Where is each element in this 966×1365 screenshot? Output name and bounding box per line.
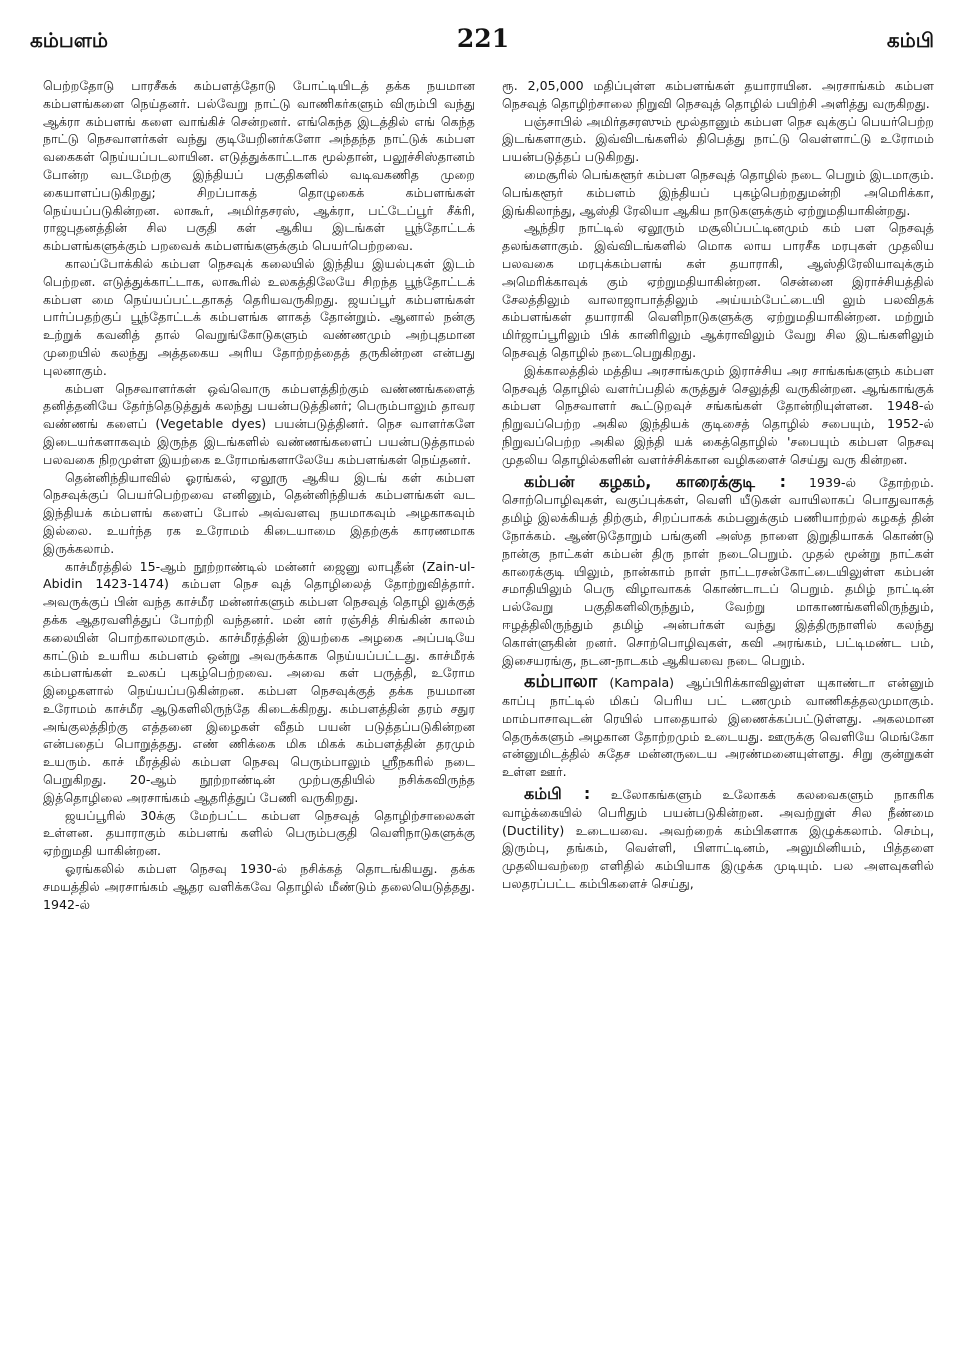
entry-title: கம்பி :	[524, 784, 591, 804]
page-number: 221	[456, 24, 510, 53]
paragraph: காச்மீரத்தில் 15-ஆம் நூற்றாண்டில் மன்னர் ஜைனு லாபுதீன் (Zain-ul-Abidin 1423-1474) கம்பள நெச வுத் தொழிலைத் தோற்றுவித்தார். அவருக்குப் பின் வந்த காச்மீர மன்னர்களும் கம்பள நெசவுத் தொழி லுக்குத் தக்க ஆதரவளித்துப் போற்றி வந்தனர். மன் னர் ரஞ்சித் சிங்கின் காலம் கலையின் பொற்காலமாகும். காச்மீரத்தின் இயற்கை அழகை அப்படியே காட்டும் உயரிய கம்பளம் ஒன்று அவருக்காக நெய்யப்பட்டது. காச்மீரக் கம்பளங்கள் உலகப் புகழ்பெற்றவை. அவை கள் பருத்தி, உரோம இழைகளால் நெய்யப்படுகின்றன. கம்பள நெசவுக்குத் தக்க நயமான உரோமம் காச்மீர ஆடுகளிலிருந்தே கிடைக்கிறது. கம்பளத்தின் தரம் சதுர அங்குலத்திற்கு எத்தனை இழைகள் வீதம் பயன் படுத்தப்படுகின்றன என்பதைப் பொறுத்தது. எண் ணிக்கை மிக மிகக் கம்பளத்தின் தரமும் உயரும். காச் மீரத்தில் கம்பள நெசவு பெரும்பாலும் ஸ்ரீநகரில் நடை பெறுகிறது. 20-ஆம் நூற்றாண்டின் முற்பகுதியில் நசிக்கவிருந்த இத்தொழிலை அரசாங்கம் ஆதரித்துப் பேணி வருகிறது.	[43, 558, 475, 805]
paragraph: தென்னிந்தியாவில் ஓரங்கல், ஏலூரு ஆகிய இடங் கள் கம்பள நெசவுக்குப் பெயர்பெற்றவை எனினும், தென்னிந்தியக் கம்பளங்கள் வட இந்தியக் கம்பளங் களைப் போல் அவ்வளவு நயமாகவும் அழகாகவும் இல்லை. உயர்ந்த ரக உரோமம் கிடையாமை இதற்குக் காரணமாக இருக்கலாம்.	[43, 469, 475, 556]
paragraph: மைசூரில் பெங்களூர் கம்பள நெசவுத் தொழில் நடை பெறும் இடமாகும். பெங்களூர் கம்பளம் இந்தியப் புகழ்பெற்றதுமன்றி அமெரிக்கா, இங்கிலாந்து, ஆஸ்தி ரேலியா ஆகிய நாடுகளுக்கும் ஏற்றுமதியாகின்றது.	[502, 166, 934, 218]
entry-kampala	[502, 673, 934, 781]
paragraph: ஓரங்கலில் கம்பள நெசவு 1930-ல் நசிக்கத் தொடங்கியது. தக்க சமயத்தில் அரசாங்கம் ஆதர வளிக்கவே தொழில் மீண்டும் தலையெடுத்தது. 1942-ல்	[43, 861, 475, 912]
paragraph: ஜயப்பூரில் 30க்கு மேற்பட்ட கம்பள நெசவுத் தொழிற்சாலைகள் உள்ளன. தயாராகும் கம்பளங் களில் பெரும்பகுதி வெளிநாடுகளுக்கு ஏற்றுமதி யாகின்றன.	[43, 807, 475, 859]
entry-body: உலோகங்களும் உலோகக் கலவைகளும் நாகரிக வாழ்க்கையில் பெரிதும் பயன்படுகின்றன. அவற்றுள் சில நீண்மை (Ductility) உடையவை. அவற்றைக் கம்பிகளாக இழுக்கலாம். செம்பு, இரும்பு, தங்கம், வெள்ளி, பிளாட்டினம், அலுமினியம், பித்தளை முதலியவற்றை எளிதில் கம்பியாக இழுக்க முடியும். பல அளவுகளில் பலதரப்பட்ட கம்பிகளைச் செய்து,	[502, 787, 934, 892]
entry-body: 1939-ல் தோற்றம். சொற்பொழிவுகள், வகுப்புக்கள், வெளி யீடுகள் வாயிலாகப் பொதுவாகத் தமிழ் இலக்கியத் திற்கும், சிறப்பாகக் கம்பனுக்கும் பணியாற்றல் கழகத் தின் நோக்கம். ஆண்டுதோறும் பங்குனி அஸ்த நாளை இறுதியாகக் கொண்டு நான்கு நாட்கள் கம்பன் திரு நாள் நடைபெறும். முதல் மூன்று நாட்கள் காரைக்குடி யிலும், நான்காம் நாள் நாட்டரசன்கோட்டையிலுள்ள கம்பன் சமாதியிலும் பெரு விழாவாகக் கொண்டாடப் பெறும். தமிழ் நாட்டின் பல்வேறு பகுதிகளிலிருந்தும், வேற்று மாகாணங்களிலிருந்தும், ஈழத்திலிருந்தும் தமிழ் அன்பர்கள் வந்து இத்திருநாளில் கலந்து கொள்ளுகின் றனர். சொற்பொழிவுகள், கவி அரங்கம், பட்டிமண்ட பம், இசையரங்கு, நடன-நாடகம் ஆகியவை நடை பெறும்.	[502, 474, 934, 668]
page-header	[0, 0, 966, 53]
paragraph: ஆந்திர நாட்டில் ஏலூரும் மசூலிப்பட்டினமும் கம் பள நெசவுத் தலங்களாகும். இவ்விடங்களில் மொக லாய பாரசீக மரபுகள் முதலிய பலவகை மரபுக்கம்பளங் கள் தயாராகி, ஆஸ்திரேலியாவுக்கும் அமெரிக்காவுக் கும் ஏற்றுமதியாகின்றன. சென்னை இராச்சியத்தில் சேலத்திலும் வாலாஜாபாத்திலும் அய்யம்பேட்டையி லும் பலவிதக் கம்பளங்கள் தயாராகி வெளிநாடுகளுக்கு ஏற்றுமதியாகின்றன. மற்றும் மிர்ஜாப்பூரிலும் பிக் கானிரிலும் ஆக்ராவிலும் வேறு சில இடங்களிலும் நெசவுத் தொழில் நடைபெறுகிறது.	[502, 220, 934, 360]
entry-title: கம்பாலா	[524, 671, 598, 693]
entry-body: (Kampala) ஆப்பிரிக்காவிலுள்ள யுகாண்டா என்னும் காப்பு நாட்டில் மிகப் பெரிய பட் டணமும் வாணிகத்தலமுமாகும். மாம்பாசாவுடன் ரெயில் பாதையால் இணைக்கப்பட்டுள்ளது. அகலமான தெருக்களும் அழகான தோற்றமும் உடையது. ஊருக்கு வெளியே மெங்கோ என்னுமிடத்தில் சுதேச மன்னருடைய அரண்மனையுள்ளது. சிறு குன்றுகள் உள்ள ஊர்.	[502, 675, 934, 780]
paragraph: காலப்போக்கில் கம்பள நெசவுக் கலையில் இந்திய இயல்புகள் இடம் பெற்றன. எடுத்துக்காட்டாக, லாகூரில் உலகத்திலேயே சிறந்த பூந்தோட்டக் கம்பள மை நெய்யப்பட்டதாகத் தெரியவருகிறது. ஜயப்பூர் கம்பளங்கள் பார்ப்பதற்குப் பூந்தோட்டக் கம்பளங்க ளாகத் தோன்றும். ஆனால் நன்கு உற்றுக் கவனித் தால் வெறுங்கோடுகளும் வண்ணமும் அற்புதமான முறையில் கலந்து அத்தகைய அரிய தோற்றத்தைத் தருகின்றன என்பது புலனாகும்.	[43, 255, 475, 378]
entry-kamban-kazhagam	[502, 473, 934, 670]
running-head-left: கம்பளம்	[30, 28, 108, 52]
paragraph: பெற்றதோடு பாரசீகக் கம்பளத்தோடு போட்டியிடத் தக்க நயமான கம்பளங்களை நெய்தனர். பல்வேறு நாட்டு வாணிகர்களும் விரும்பி வந்து ஆக்ரா கம்பளங் களை வாங்கிச் சென்றனர். எங்கெந்த இடத்தில் எங் கெந்த நாட்டு நெசவாளர்கள் வந்து குடியேறினர்களோ அந்தந்த நாட்டுக் கம்பள வகைகள் நெய்யப்படலாயின. எடுத்துக்காட்டாக மூல்தான், பலூச்சிஸ்தானம் போன்ற வடமேற்கு இந்தியப் பகுதிகளில் வடிவகணித முறை கையாளப்படுகிறது; சிறப்பாகத் தொழுகைக் கம்பளங்கள் நெய்யப்படுகின்றன. லாகூர், அமிர்தசரஸ், ஆக்ரா, பட்டேப்பூர் சீக்ரி, ராஜபுதனத்தின் சில பகுதி கள் ஆகிய இடங்கள் பூந்தோட்டக் கம்பளங்களுக்கும் பறவைக் கம்பளங்களுக்கும் பெயர்பெற்றவை.	[43, 78, 475, 254]
paragraph: கம்பள நெசவாளர்கள் ஒவ்வொரு கம்பளத்திற்கும் வண்ணங்களைத் தனித்தனியே தேர்ந்தெடுத்துக் கலந்து பயன்படுத்தினர்; பெரும்பாலும் தாவர வண்ணங் களைப் (Vegetable dyes) பயன்படுத்தினர். நெச வாளர்களே இடையர்களாகவும் இருந்த இடங்களில் வண்ணங்களைப் பயன்படுத்தாமல் பலவகை நிறமுள்ள இயற்கை உரோமங்களாலேயே கம்பளங்கள் நெய்தனர்.	[43, 380, 475, 467]
entry-kambi	[502, 785, 934, 893]
paragraph: பஞ்சாபில் அமிர்தசரஸும் மூல்தானும் கம்பள நெச வுக்குப் பெயர்பெற்ற இடங்களாகும். இவ்விடங்களில் திபெத்து நாட்டு வெள்ளாட்டு உரோமம் பயன்படுத்தப் படுகிறது.	[502, 113, 934, 165]
paragraph: இக்காலத்தில் மத்திய அரசாங்கமும் இராச்சிய அர சாங்கங்களும் கம்பள நெசவுத் தொழில் வளர்ப்பதில் கருத்துச் செலுத்தி வருகின்றன. ஆங்காங்குக் கம்பள நெசவாளர் கூட்டுறவுச் சங்கங்கள் தோன்றியுள்ளன. 1948-ல் நிறுவப்பெற்ற அகில இந்தியக் குடிசைத் தொழில் சபையும், 1952-ல் நிறுவப்பெற்ற அகில இந்தி யக் கைத்தொழில் 'சபையும் கம்பள நெசவு முதலிய தொழில்களின் வளர்ச்சிக்கான வழிகளைச் செய்து வரு கின்றன.	[502, 362, 934, 467]
running-head-right: கம்பி	[886, 28, 934, 52]
paragraph: ரூ. 2,05,000 மதிப்புள்ள கம்பளங்கள் தயாராயின. அரசாங்கம் கம்பள நெசவுத் தொழிற்சாலை நிறுவி நெசவுத் தொழில் பயிற்சி அளித்து வருகிறது.	[502, 78, 934, 111]
left-column	[43, 77, 475, 1365]
right-column	[502, 77, 934, 1365]
entry-title: கம்பன் கழகம், காரைக்குடி :	[524, 471, 786, 491]
